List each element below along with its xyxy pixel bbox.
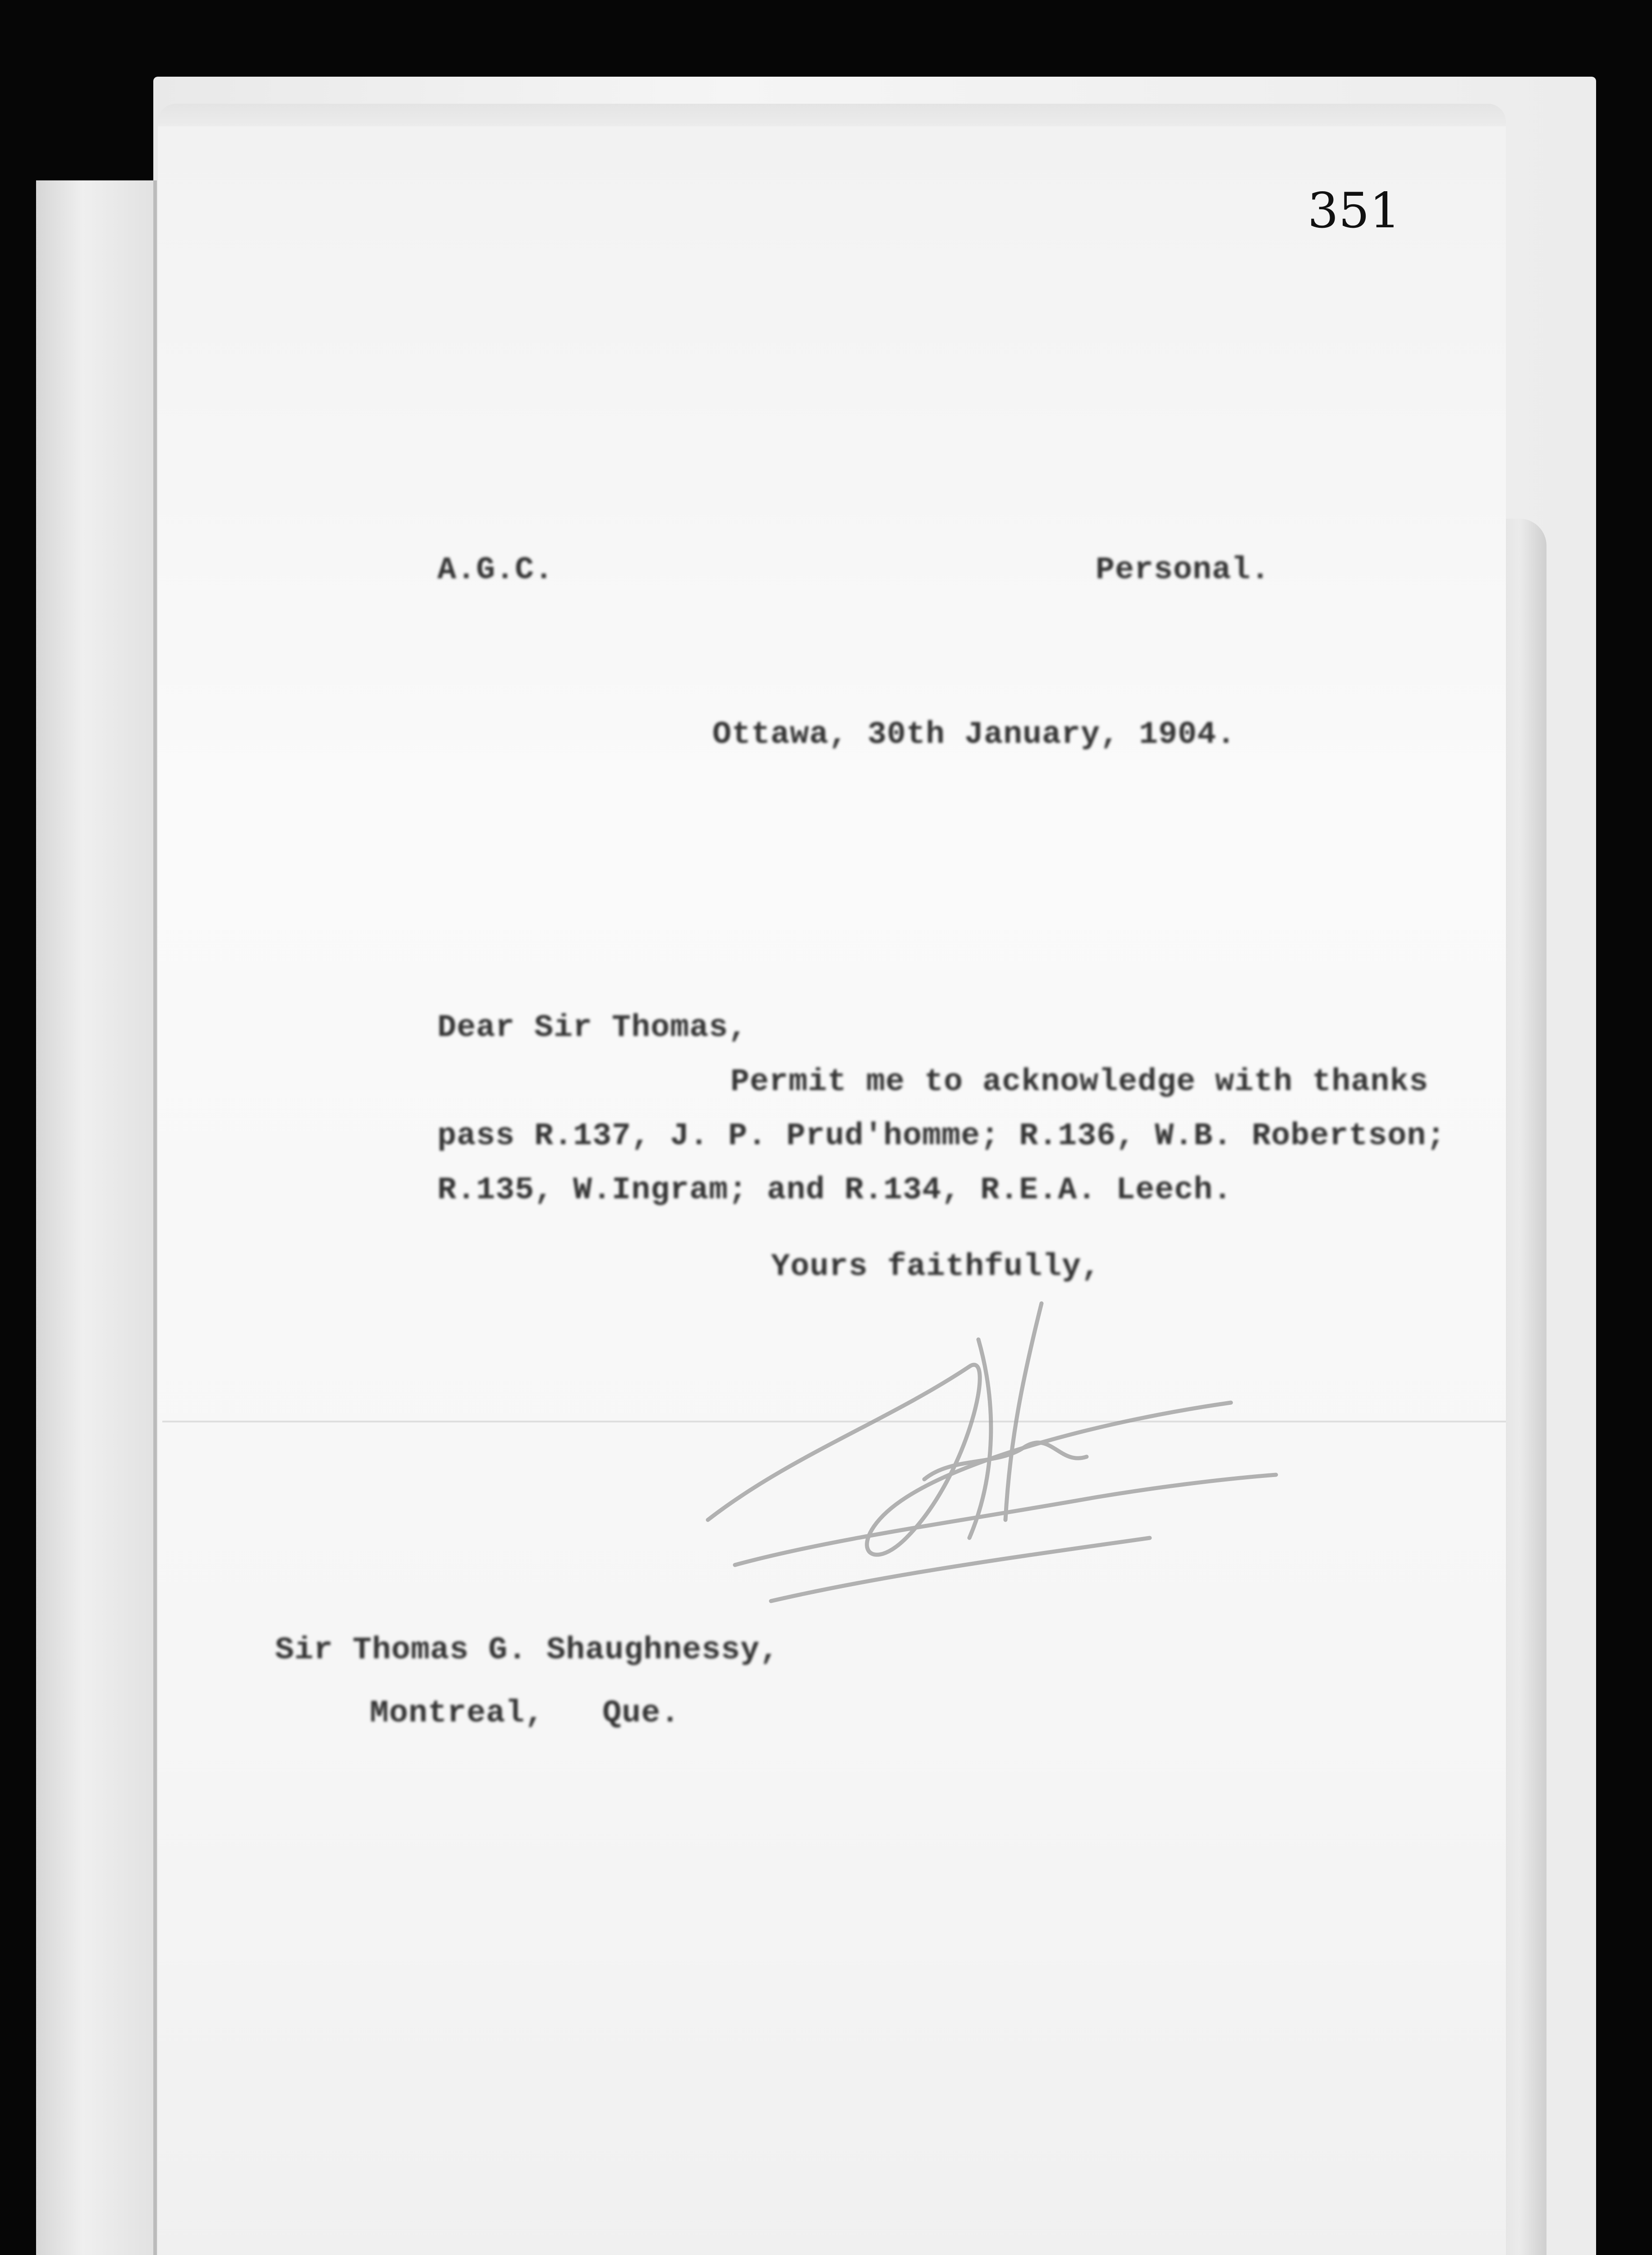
date-line: Ottawa, 30th January, 1904. — [712, 717, 1236, 753]
recipient-location: Montreal, Que. — [370, 1696, 680, 1731]
reference-code: A.G.C. — [437, 552, 554, 588]
folded-left-strip — [36, 180, 157, 2255]
body-line-1: Permit me to acknowledge with thanks — [730, 1064, 1429, 1100]
handwritten-signature — [654, 1285, 1330, 1624]
closing: Yours faithfully, — [771, 1249, 1101, 1285]
body-line-2: pass R.137, J. P. Prud'homme; R.136, W.B. Robertson; — [437, 1118, 1446, 1154]
body-line-3: R.135, W.Ingram; and R.134, R.E.A. Leech. — [437, 1173, 1233, 1208]
personal-marking: Personal. — [1096, 552, 1271, 588]
page-number: 351 — [1308, 183, 1401, 239]
salutation: Dear Sir Thomas, — [437, 1010, 748, 1046]
recipient-name: Sir Thomas G. Shaughnessy, — [275, 1633, 780, 1668]
